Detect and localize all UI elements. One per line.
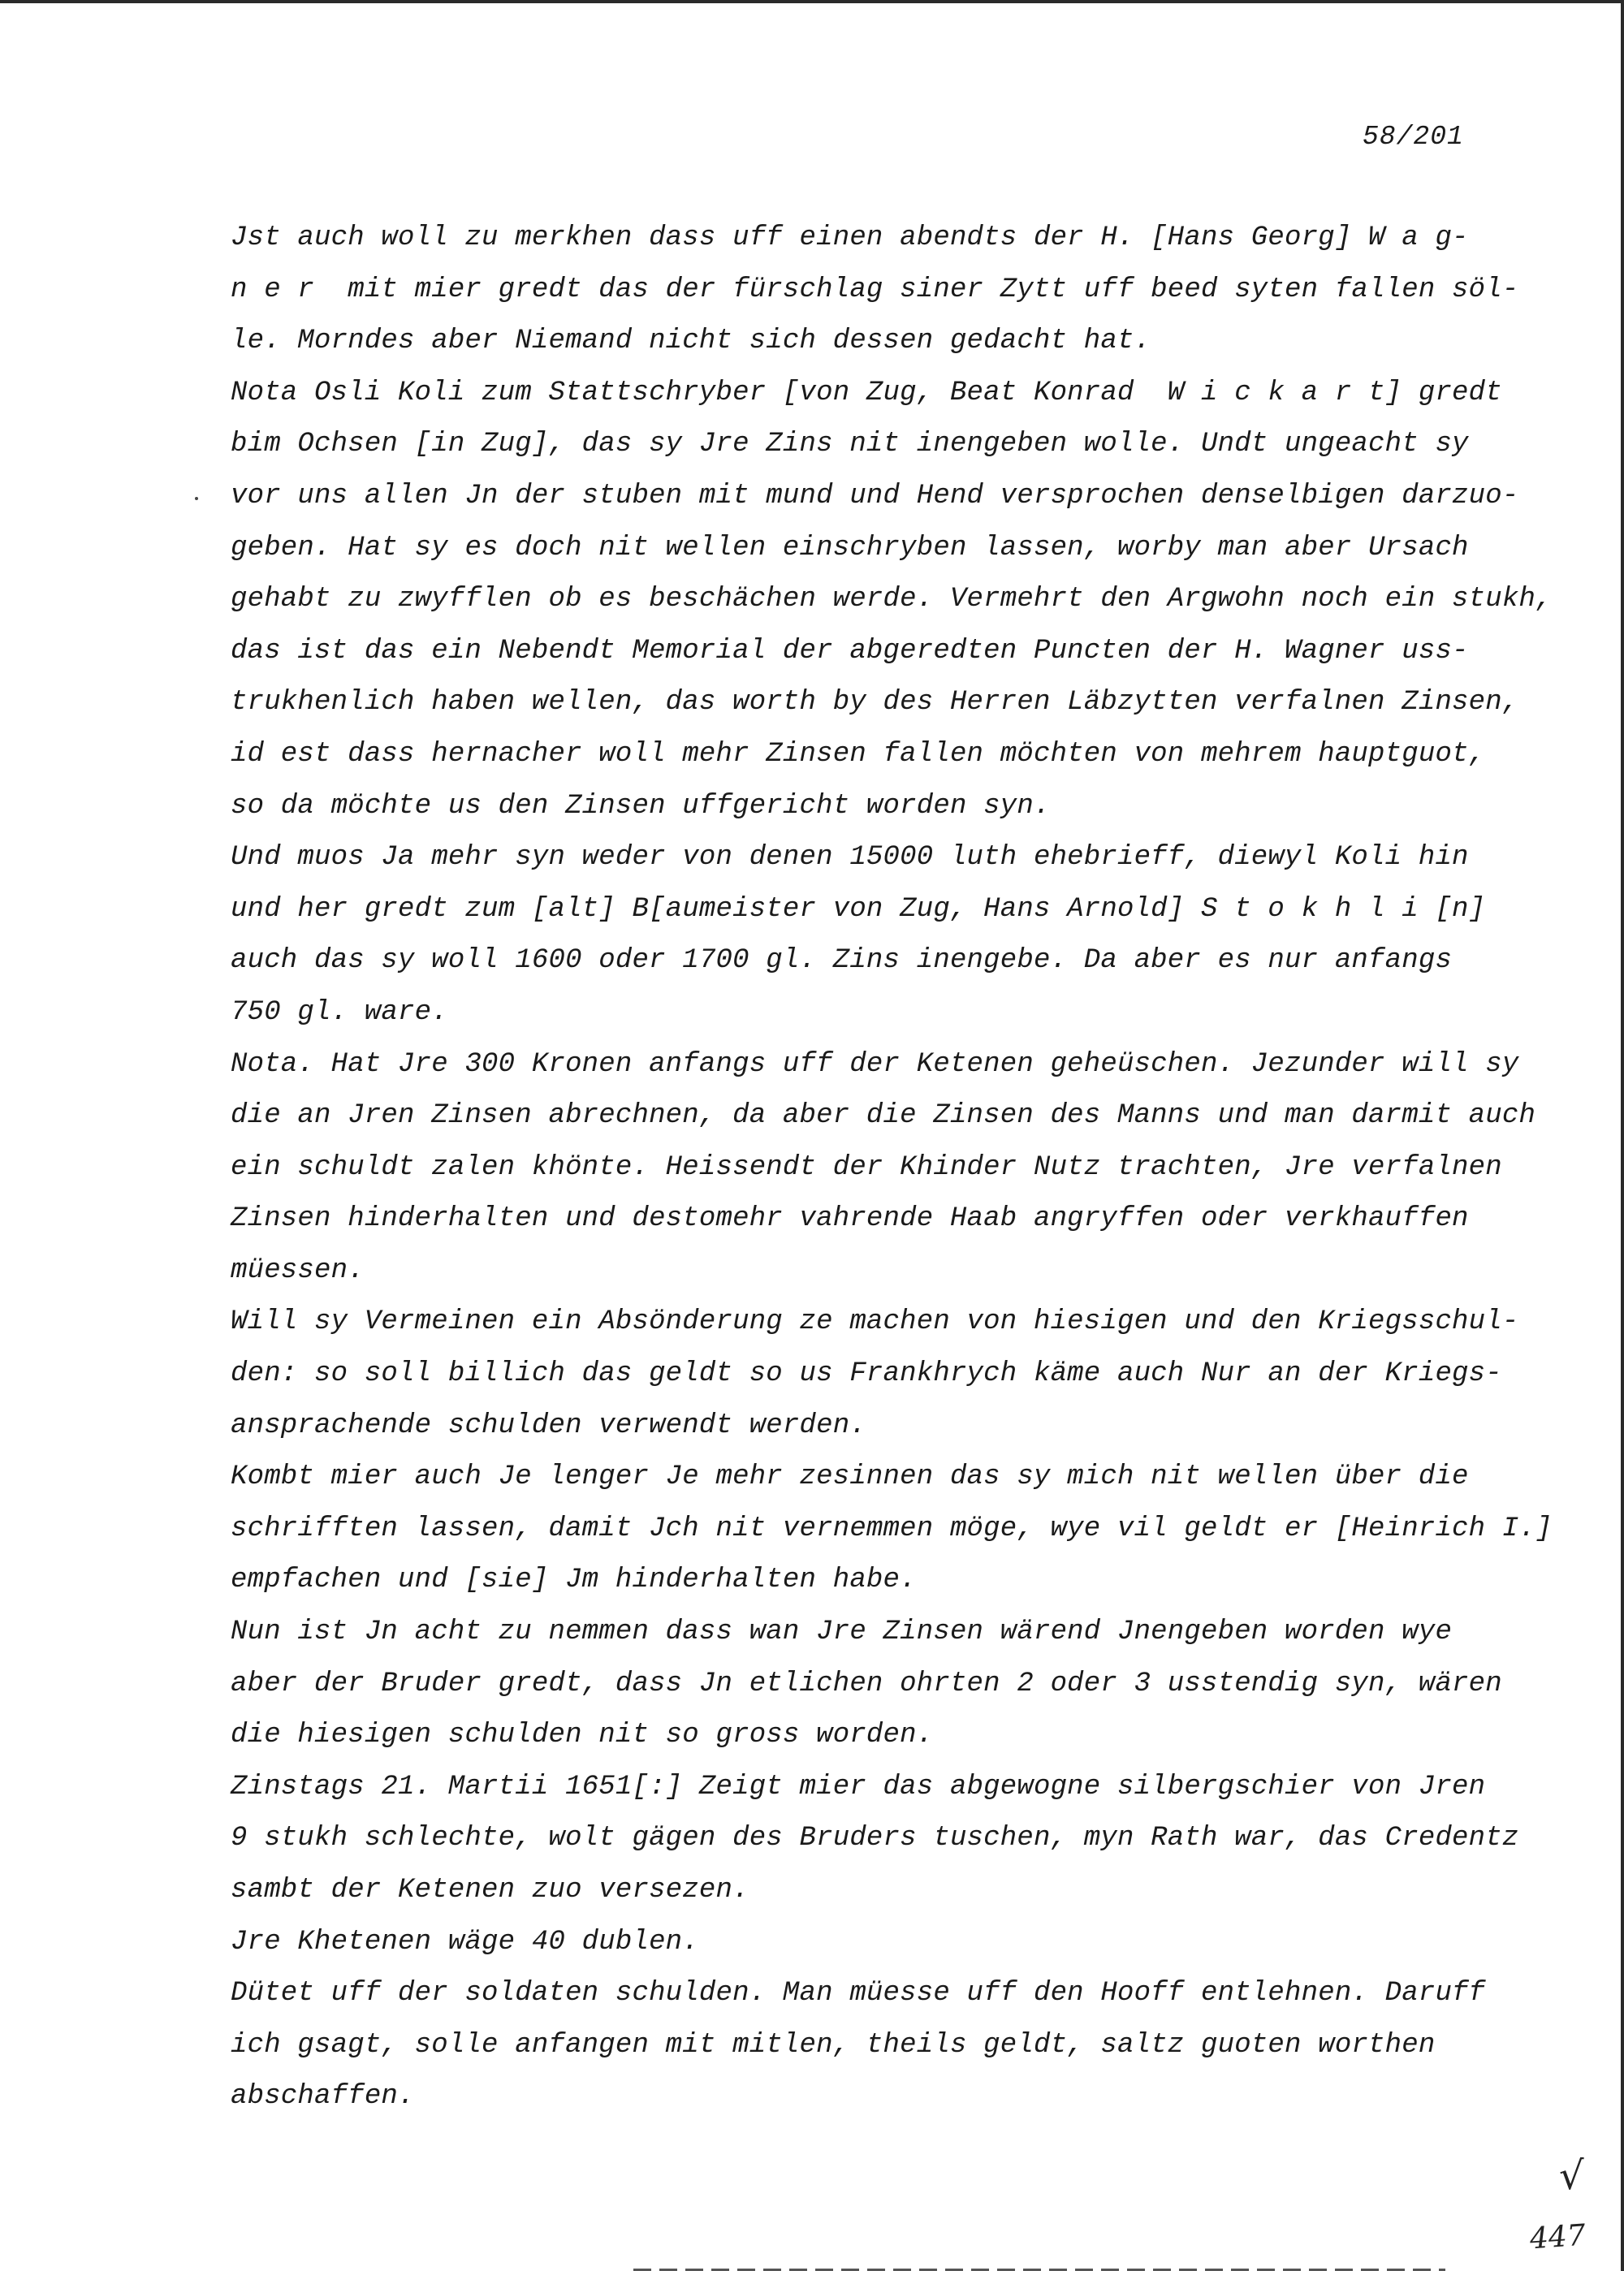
text-line: und her gredt zum [alt] B[aumeister von Zug, Hans Arnold] S t o k h l i [n]: [231, 893, 1486, 925]
document-body: [231, 213, 1553, 2123]
text-line: ansprachende schulden verwendt werden.: [231, 1410, 866, 1441]
text-line: die an Jren Zinsen abrechnen, da aber die Zinsen des Manns und man darmit auch: [231, 1100, 1536, 1132]
text-line: 750 gl. ware.: [231, 996, 448, 1028]
check-mark-icon: √: [1559, 2153, 1584, 2199]
text-line: so da möchte us den Zinsen uffgericht worden syn.: [231, 790, 1051, 822]
text-line: Will sy Vermeinen ein Absönderung ze machen von hiesigen und den Kriegsschul-: [231, 1306, 1519, 1338]
text-line: Zinstags 21. Martii 1651[:] Zeigt mier das abgewogne silbergschier von Jren: [231, 1771, 1486, 1803]
text-line: vor uns allen Jn der stuben mit mund und Hend versprochen denselbigen darzuo-: [231, 480, 1519, 512]
text-line: den: so soll billich das geldt so us Frankhrych käme auch Nur an der Kriegs-: [231, 1358, 1502, 1390]
page-number: 58/201: [1363, 122, 1464, 152]
text-line: Jre Khetenen wäge 40 dublen.: [231, 1926, 699, 1958]
text-line: Zinsen hinderhalten und destomehr vahrende Haab angryffen oder verkhauffen: [231, 1203, 1469, 1235]
text-line: aber der Bruder gredt, dass Jn etlichen ohrten 2 oder 3 usstendig syn, wären: [231, 1668, 1502, 1699]
archive-number: 447: [1528, 2218, 1587, 2256]
margin-mark: [195, 497, 198, 500]
text-line: sambt der Ketenen zuo versezen.: [231, 1875, 749, 1906]
text-line: Dütet uff der soldaten schulden. Man müesse uff den Hooff entlehnen. Daruff: [231, 1978, 1486, 2010]
text-line: Jst auch woll zu merkhen dass uff einen abendts der H. [Hans Georg] W a g-: [231, 222, 1469, 253]
text-line: n e r mit mier gredt das der fürschlag siner Zytt uff beed syten fallen söl-: [231, 274, 1519, 305]
text-line: ich gsagt, solle anfangen mit mitlen, theils geldt, saltz guoten worthen: [231, 2029, 1436, 2061]
text-line: bim Ochsen [in Zug], das sy Jre Zins nit inengeben wolle. Undt ungeacht sy: [231, 429, 1469, 460]
text-line: Nun ist Jn acht zu nemmen dass wan Jre Zinsen wärend Jnengeben worden wye: [231, 1617, 1453, 1648]
text-line: Und muos Ja mehr syn weder von denen 15000 luth ehebrieff, diewyl Koli hin: [231, 842, 1469, 874]
text-line: schrifften lassen, damit Jch nit vernemmen möge, wye vil geldt er [Heinrich I.]: [231, 1513, 1553, 1544]
text-line: abschaffen.: [231, 2081, 415, 2113]
text-line: geben. Hat sy es doch nit wellen einschryben lassen, worby man aber Ursach: [231, 532, 1469, 563]
page-border-right: [1621, 0, 1624, 2271]
text-line: le. Morndes aber Niemand nicht sich dessen gedacht hat.: [231, 326, 1151, 357]
text-line: die hiesigen schulden nit so gross worden.: [231, 1720, 934, 1751]
text-line: auch das sy woll 1600 oder 1700 gl. Zins inengebe. Da aber es nur anfangs: [231, 945, 1453, 977]
text-line: Kombt mier auch Je lenger Je mehr zesinnen das sy mich nit wellen über die: [231, 1461, 1469, 1493]
text-line: das ist das ein Nebendt Memorial der abgeredten Puncten der H. Wagner uss-: [231, 635, 1469, 667]
text-line: id est dass hernacher woll mehr Zinsen fallen möchten von mehrem hauptguot,: [231, 738, 1486, 770]
text-line: Nota. Hat Jre 300 Kronen anfangs uff der Ketenen geheüschen. Jezunder will sy: [231, 1048, 1519, 1080]
text-line: Nota Osli Koli zum Stattschryber [von Zug, Beat Konrad W i c k a r t] gredt: [231, 377, 1502, 408]
text-line: ein schuldt zalen khönte. Heissendt der Khinder Nutz trachten, Jre verfalnen: [231, 1151, 1502, 1183]
text-line: müessen.: [231, 1254, 365, 1286]
text-line: 9 stukh schlechte, wolt gägen des Bruders tuschen, myn Rath war, das Credentz: [231, 1823, 1519, 1854]
text-line: trukhenlich haben wellen, das worth by des Herren Läbzytten verfalnen Zinsen,: [231, 687, 1519, 719]
text-line: gehabt zu zwyfflen ob es beschächen werde. Vermehrt den Argwohn noch ein stukh,: [231, 584, 1553, 615]
page-border-top: [0, 0, 1624, 3]
text-line: empfachen und [sie] Jm hinderhalten habe.: [231, 1565, 917, 1596]
